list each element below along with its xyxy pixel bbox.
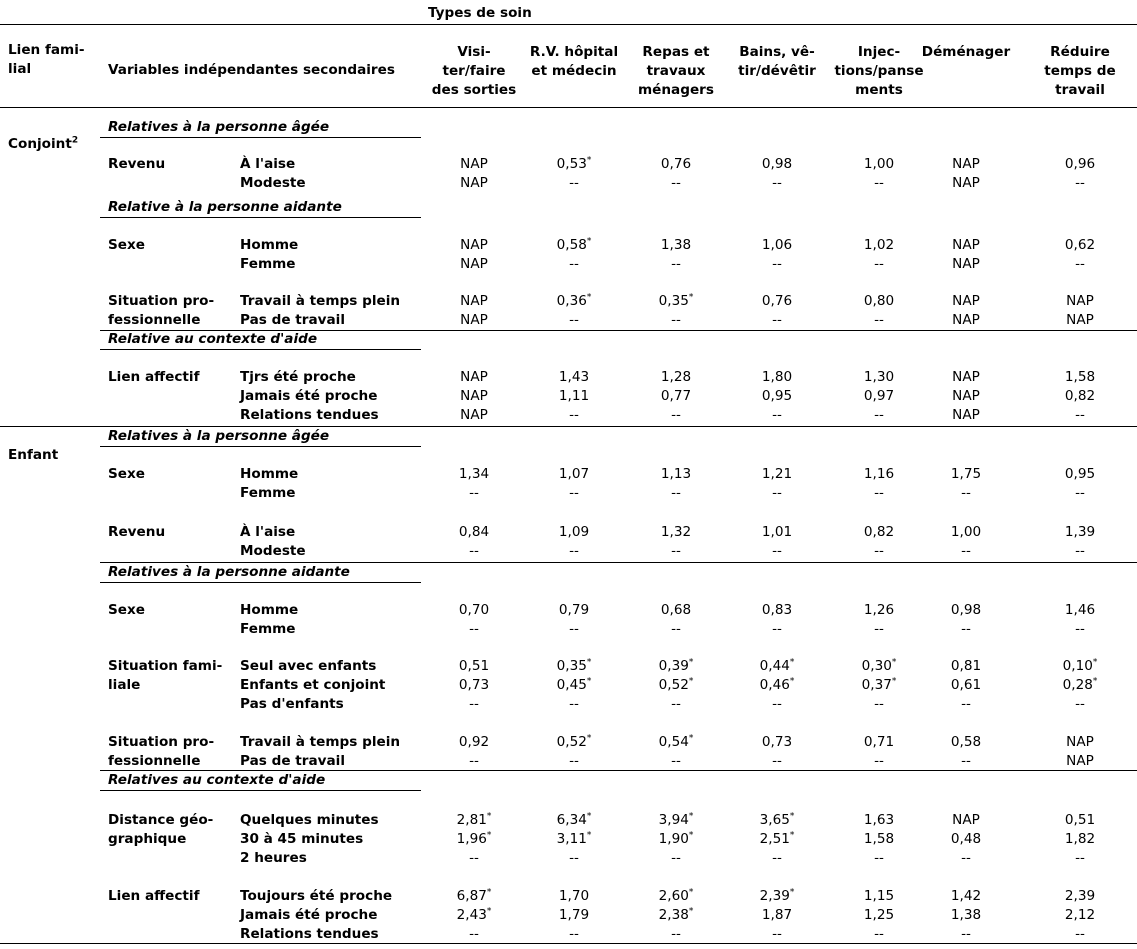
column-header-3: Repas et travaux ménagers xyxy=(638,44,714,98)
table-cell: -- xyxy=(469,543,479,559)
table-cell: 0,95 xyxy=(1064,466,1096,482)
table-cell: 0,37* xyxy=(861,676,897,693)
table-cell: 0,52* xyxy=(658,676,694,693)
section-header: Relatives à la personne âgée xyxy=(108,119,330,135)
significance-marker: * xyxy=(688,676,694,687)
table-cell: 0,10* xyxy=(1062,657,1098,674)
table-cell: -- xyxy=(874,850,884,866)
modality-label: Relations tendues xyxy=(240,407,379,423)
significance-marker: * xyxy=(688,292,694,303)
table-cell: 0,95 xyxy=(761,388,793,404)
section-rule xyxy=(100,446,421,447)
table-cell: -- xyxy=(569,621,579,637)
table-cell: -- xyxy=(874,175,884,191)
table-cell: 0,97 xyxy=(863,388,895,404)
significance-marker: * xyxy=(688,906,694,917)
table-cell: -- xyxy=(569,175,579,191)
table-cell: 1,75 xyxy=(950,466,982,482)
table-cell: 0,77 xyxy=(660,388,692,404)
table-cell: -- xyxy=(671,256,681,272)
table-cell: -- xyxy=(874,485,884,501)
table-cell: 0,81 xyxy=(950,658,982,674)
significance-marker: * xyxy=(586,292,592,303)
table-cell: -- xyxy=(469,696,479,712)
header-variables: Variables indépendantes secondaires xyxy=(108,62,395,78)
section-separator xyxy=(100,330,1137,331)
table-cell: -- xyxy=(961,543,971,559)
footnote-marker: 2 xyxy=(71,135,79,146)
table-cell: NAP xyxy=(952,293,980,309)
modality-label: Homme xyxy=(240,602,299,618)
table-cell: NAP xyxy=(460,175,488,191)
table-cell: -- xyxy=(671,753,681,769)
significance-marker: * xyxy=(486,811,492,822)
significance-marker: * xyxy=(586,830,592,841)
table-cell: -- xyxy=(874,312,884,328)
table-cell: 2,43* xyxy=(456,906,492,923)
table-cell: -- xyxy=(671,175,681,191)
table-cell: -- xyxy=(961,485,971,501)
modality-label: Jamais été proche xyxy=(240,388,378,404)
table-cell: -- xyxy=(1075,850,1085,866)
table-cell: 2,51* xyxy=(759,830,795,847)
table-cell: 1,28 xyxy=(660,369,692,385)
column-header-6: Déménager xyxy=(921,44,1011,60)
table-cell: NAP xyxy=(460,237,488,253)
table-cell: 1,02 xyxy=(863,237,895,253)
table-cell: 1,70 xyxy=(558,888,590,904)
table-cell: 0,79 xyxy=(558,602,590,618)
column-header-1: Visi- ter/faire des sorties xyxy=(431,44,517,98)
table-cell: -- xyxy=(569,407,579,423)
table-cell: 3,65* xyxy=(759,811,795,828)
variable-label: Revenu xyxy=(108,524,166,540)
table-cell: NAP xyxy=(460,407,488,423)
table-cell: 1,00 xyxy=(863,156,895,172)
variable-label: fessionnelle xyxy=(108,312,201,328)
table-cell: -- xyxy=(569,312,579,328)
section-separator xyxy=(100,562,1137,563)
table-cell: NAP xyxy=(1066,312,1094,328)
group-conjoint-label: Conjoint xyxy=(8,136,72,152)
significance-marker: * xyxy=(891,676,897,687)
table-cell: NAP xyxy=(460,156,488,172)
significance-marker: * xyxy=(688,733,694,744)
table-cell: -- xyxy=(874,407,884,423)
table-cell: 0,71 xyxy=(863,734,895,750)
section-rule xyxy=(100,349,421,350)
modality-label: Tjrs été proche xyxy=(240,369,356,385)
modality-label: Femme xyxy=(240,485,296,501)
table-cell: -- xyxy=(772,256,782,272)
table-cell: -- xyxy=(772,543,782,559)
modality-label: Pas de travail xyxy=(240,312,346,328)
table-cell: NAP xyxy=(460,293,488,309)
modality-label: Pas de travail xyxy=(240,753,346,769)
table-cell: NAP xyxy=(952,156,980,172)
table-cell: 1,01 xyxy=(761,524,793,540)
table-cell: NAP xyxy=(952,388,980,404)
table-cell: 1,87 xyxy=(761,907,793,923)
table-cell: 1,00 xyxy=(950,524,982,540)
significance-marker: * xyxy=(586,676,592,687)
table-cell: -- xyxy=(874,926,884,942)
table-cell: NAP xyxy=(460,256,488,272)
table-cell: -- xyxy=(671,621,681,637)
variable-label: Distance géo- xyxy=(108,812,214,828)
table-cell: 1,63 xyxy=(863,812,895,828)
table-cell: 0,92 xyxy=(458,734,490,750)
rule-top xyxy=(0,24,1137,25)
table-cell: -- xyxy=(772,407,782,423)
significance-marker: * xyxy=(486,830,492,841)
table-cell: 1,06 xyxy=(761,237,793,253)
table-cell: 1,96* xyxy=(456,830,492,847)
table-cell: NAP xyxy=(952,812,980,828)
table-cell: 3,94* xyxy=(658,811,694,828)
significance-marker: * xyxy=(586,236,592,247)
table-cell: 0,68 xyxy=(660,602,692,618)
table-cell: 1,16 xyxy=(863,466,895,482)
section-header: Relative au contexte d'aide xyxy=(108,331,318,347)
table-cell: 2,38* xyxy=(658,906,694,923)
table-cell: 0,52* xyxy=(556,733,592,750)
significance-marker: * xyxy=(586,733,592,744)
table-cell: 2,81* xyxy=(456,811,492,828)
table-cell: 0,80 xyxy=(863,293,895,309)
table-cell: NAP xyxy=(1066,293,1094,309)
section-rule xyxy=(100,217,421,218)
table-cell: 1,25 xyxy=(863,907,895,923)
table-cell: -- xyxy=(469,753,479,769)
significance-marker: * xyxy=(789,887,795,898)
table-cell: NAP xyxy=(952,312,980,328)
table-cell: 0,35* xyxy=(556,657,592,674)
table-title: Types de soin xyxy=(428,5,532,21)
modality-label: Pas d'enfants xyxy=(240,696,344,712)
table-cell: 6,34* xyxy=(556,811,592,828)
table-cell: 1,11 xyxy=(558,388,590,404)
table-cell: 0,70 xyxy=(458,602,490,618)
table-cell: 1,43 xyxy=(558,369,590,385)
table-cell: 1,38 xyxy=(660,237,692,253)
significance-marker: * xyxy=(789,676,795,687)
table-cell: -- xyxy=(469,926,479,942)
table-cell: 0,30* xyxy=(861,657,897,674)
group-conjoint xyxy=(8,135,78,154)
table-cell: NAP xyxy=(1066,734,1094,750)
table-cell: 2,39* xyxy=(759,887,795,904)
table-cell: 2,60* xyxy=(658,887,694,904)
section-header: Relatives à la personne aidante xyxy=(108,564,350,580)
significance-marker: * xyxy=(1092,676,1098,687)
table-cell: -- xyxy=(671,485,681,501)
table-cell: -- xyxy=(961,621,971,637)
significance-marker: * xyxy=(586,811,592,822)
table-cell: 1,38 xyxy=(950,907,982,923)
table-cell: 1,80 xyxy=(761,369,793,385)
table-cell: 1,58 xyxy=(1064,369,1096,385)
table-cell: 0,82 xyxy=(1064,388,1096,404)
table-cell: -- xyxy=(569,543,579,559)
variable-label: liale xyxy=(108,677,141,693)
table-cell: -- xyxy=(569,485,579,501)
significance-marker: * xyxy=(688,811,694,822)
table-cell: 0,61 xyxy=(950,677,982,693)
table-cell: 1,39 xyxy=(1064,524,1096,540)
table-cell: 1,13 xyxy=(660,466,692,482)
variable-label: fessionnelle xyxy=(108,753,201,769)
table-cell: 0,96 xyxy=(1064,156,1096,172)
table-cell: NAP xyxy=(952,407,980,423)
table-cell: 3,11* xyxy=(556,830,592,847)
table-cell: NAP xyxy=(1066,753,1094,769)
table-cell: 1,15 xyxy=(863,888,895,904)
modality-label: Travail à temps plein xyxy=(240,293,401,309)
table-cell: 0,44* xyxy=(759,657,795,674)
table-cell: 6,87* xyxy=(456,887,492,904)
table-cell: -- xyxy=(961,753,971,769)
table-cell: -- xyxy=(569,850,579,866)
section-header: Relatives au contexte d'aide xyxy=(108,772,326,788)
variable-label: Lien affectif xyxy=(108,369,200,385)
table-cell: 0,36* xyxy=(556,292,592,309)
table-cell: 1,82 xyxy=(1064,831,1096,847)
section-header: Relatives à la personne âgée xyxy=(108,428,330,444)
section-rule xyxy=(100,790,421,791)
table-cell: -- xyxy=(1075,926,1085,942)
modality-label: Relations tendues xyxy=(240,926,379,942)
modality-label: 2 heures xyxy=(240,850,307,866)
table-cell: 0,35* xyxy=(658,292,694,309)
modality-label: Seul avec enfants xyxy=(240,658,377,674)
table-cell: NAP xyxy=(952,256,980,272)
rule-header xyxy=(0,107,1137,108)
modality-label: Homme xyxy=(240,237,299,253)
table-cell: NAP xyxy=(460,388,488,404)
significance-marker: * xyxy=(789,657,795,668)
table-cell: -- xyxy=(1075,256,1085,272)
significance-marker: * xyxy=(891,657,897,668)
column-header-7: Réduire temps de travail xyxy=(1044,44,1116,98)
table-cell: 0,82 xyxy=(863,524,895,540)
table-cell: -- xyxy=(671,850,681,866)
column-header-2: R.V. hôpital et médecin xyxy=(529,44,619,79)
table-cell: -- xyxy=(961,696,971,712)
variable-label: Situation fami- xyxy=(108,658,223,674)
significance-marker: * xyxy=(586,155,592,166)
table-cell: -- xyxy=(569,753,579,769)
table-cell: 1,21 xyxy=(761,466,793,482)
column-header-5: Injec- tions/panse ments xyxy=(834,44,924,98)
table-cell: -- xyxy=(772,175,782,191)
table-cell: -- xyxy=(671,407,681,423)
table-cell: 1,07 xyxy=(558,466,590,482)
table-cell: -- xyxy=(772,485,782,501)
table-cell: 0,51 xyxy=(458,658,490,674)
table-cell: 0,58* xyxy=(556,236,592,253)
table-cell: 0,73 xyxy=(761,734,793,750)
table-cell: -- xyxy=(772,926,782,942)
table-cell: 0,53* xyxy=(556,155,592,172)
modality-label: Homme xyxy=(240,466,299,482)
table-cell: 1,32 xyxy=(660,524,692,540)
variable-label: Situation pro- xyxy=(108,293,215,309)
table-cell: 0,98 xyxy=(950,602,982,618)
table-cell: NAP xyxy=(952,237,980,253)
significance-marker: * xyxy=(486,887,492,898)
table-cell: -- xyxy=(772,753,782,769)
modality-label: Modeste xyxy=(240,175,306,191)
table-cell: 0,48 xyxy=(950,831,982,847)
modality-label: À l'aise xyxy=(240,524,296,540)
table-cell: 1,90* xyxy=(658,830,694,847)
table-cell: -- xyxy=(874,256,884,272)
table-cell: 1,46 xyxy=(1064,602,1096,618)
table-cell: NAP xyxy=(952,369,980,385)
significance-marker: * xyxy=(688,887,694,898)
table-cell: -- xyxy=(671,543,681,559)
section-rule xyxy=(100,137,421,138)
variable-label: Revenu xyxy=(108,156,166,172)
significance-marker: * xyxy=(586,657,592,668)
table-cell: 2,39 xyxy=(1064,888,1096,904)
table-cell: 0,73 xyxy=(458,677,490,693)
significance-marker: * xyxy=(688,657,694,668)
table-cell: 1,34 xyxy=(458,466,490,482)
table-cell: NAP xyxy=(460,312,488,328)
significance-marker: * xyxy=(688,830,694,841)
table-cell: -- xyxy=(469,485,479,501)
table-cell: 0,46* xyxy=(759,676,795,693)
table-cell: 1,58 xyxy=(863,831,895,847)
header-lien-familial: Lien fami- lial xyxy=(8,42,85,77)
significance-marker: * xyxy=(486,906,492,917)
table-cell: 1,26 xyxy=(863,602,895,618)
table-cell: 1,79 xyxy=(558,907,590,923)
significance-marker: * xyxy=(1092,657,1098,668)
variable-label: Sexe xyxy=(108,466,145,482)
modality-label: Femme xyxy=(240,621,296,637)
table-cell: -- xyxy=(874,696,884,712)
table-cell: -- xyxy=(961,850,971,866)
variable-label: Sexe xyxy=(108,237,145,253)
table-cell: -- xyxy=(772,621,782,637)
table-cell: -- xyxy=(772,312,782,328)
table-cell: 0,76 xyxy=(761,293,793,309)
table-cell: 0,28* xyxy=(1062,676,1098,693)
table-cell: -- xyxy=(569,256,579,272)
modality-label: Modeste xyxy=(240,543,306,559)
table-cell: 1,09 xyxy=(558,524,590,540)
table-cell: -- xyxy=(1075,407,1085,423)
section-rule xyxy=(100,582,421,583)
table-cell: 0,84 xyxy=(458,524,490,540)
table-cell: -- xyxy=(1075,543,1085,559)
table-cell: NAP xyxy=(460,369,488,385)
modality-label: Jamais été proche xyxy=(240,907,378,923)
variable-label: Lien affectif xyxy=(108,888,200,904)
table-cell: 0,76 xyxy=(660,156,692,172)
table-cell: 1,42 xyxy=(950,888,982,904)
table-cell: -- xyxy=(469,850,479,866)
table-cell: -- xyxy=(1075,485,1085,501)
table-cell: 2,12 xyxy=(1064,907,1096,923)
table-cell: -- xyxy=(874,753,884,769)
table-cell: -- xyxy=(671,696,681,712)
modality-label: Enfants et conjoint xyxy=(240,677,386,693)
table-cell: 0,83 xyxy=(761,602,793,618)
modality-label: Femme xyxy=(240,256,296,272)
table-cell: -- xyxy=(961,926,971,942)
table-cell: 1,30 xyxy=(863,369,895,385)
table-cell: -- xyxy=(874,543,884,559)
table-cell: -- xyxy=(1075,696,1085,712)
table-cell: 0,45* xyxy=(556,676,592,693)
table-cell: -- xyxy=(1075,175,1085,191)
table-cell: -- xyxy=(772,696,782,712)
table-cell: -- xyxy=(469,621,479,637)
modality-label: 30 à 45 minutes xyxy=(240,831,364,847)
modality-label: À l'aise xyxy=(240,156,296,172)
modality-label: Travail à temps plein xyxy=(240,734,401,750)
section-header: Relative à la personne aidante xyxy=(108,199,342,215)
table-cell: 0,58 xyxy=(950,734,982,750)
table-cell: -- xyxy=(772,850,782,866)
significance-marker: * xyxy=(789,830,795,841)
modality-label: Quelques minutes xyxy=(240,812,379,828)
table-cell: -- xyxy=(671,926,681,942)
table-cell: 0,98 xyxy=(761,156,793,172)
significance-marker: * xyxy=(789,811,795,822)
table-cell: -- xyxy=(569,926,579,942)
variable-label: Situation pro- xyxy=(108,734,215,750)
table-cell: 0,54* xyxy=(658,733,694,750)
table-cell: 0,51 xyxy=(1064,812,1096,828)
variable-label: graphique xyxy=(108,831,187,847)
column-header-4: Bains, vê- tir/dévêtir xyxy=(738,44,816,79)
table-cell: -- xyxy=(671,312,681,328)
table-cell: NAP xyxy=(952,175,980,191)
modality-label: Toujours été proche xyxy=(240,888,393,904)
group-enfant: Enfant xyxy=(8,447,59,463)
table-cell: -- xyxy=(874,621,884,637)
table-cell: 0,39* xyxy=(658,657,694,674)
table-cell: -- xyxy=(1075,621,1085,637)
table-cell: 0,62 xyxy=(1064,237,1096,253)
table-cell: -- xyxy=(569,696,579,712)
variable-label: Sexe xyxy=(108,602,145,618)
